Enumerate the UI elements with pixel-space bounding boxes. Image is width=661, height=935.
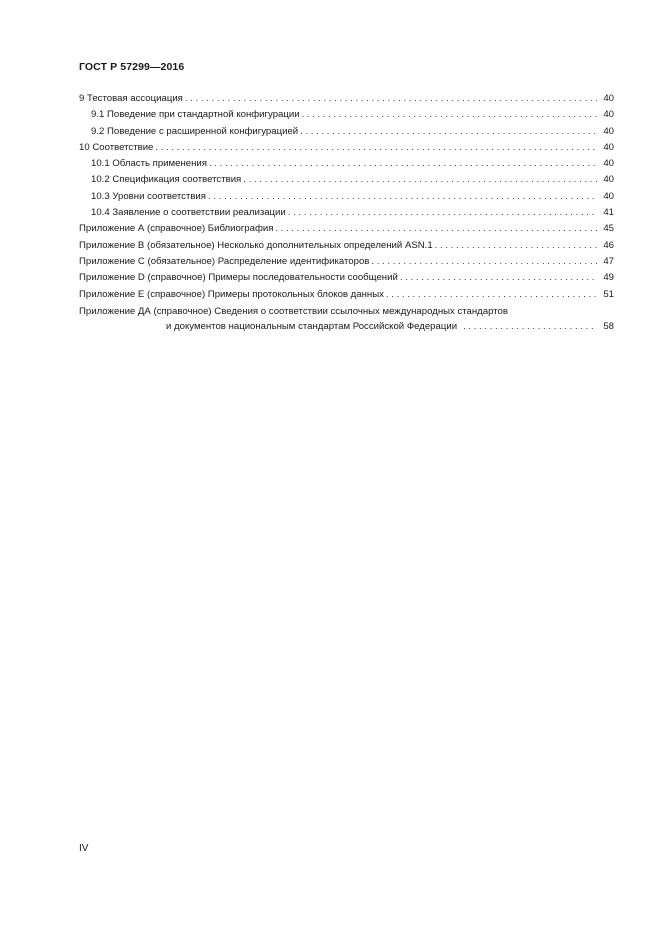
toc-entry-title: 9.1 Поведение при стандартной конфигурации	[91, 109, 300, 121]
toc-entry-appendix-da[interactable]	[79, 304, 614, 334]
toc-entry-title: 10.2 Спецификация соответствия	[91, 174, 242, 186]
toc-entry-page: 40	[603, 158, 614, 170]
toc-entry-title: 10.3 Уровни соответствия	[91, 190, 206, 202]
toc-entry-title: 10.1 Область применения	[91, 158, 207, 170]
toc-leader-dots	[463, 319, 597, 334]
toc-entry-page: 40	[603, 190, 614, 202]
toc-leader-dots	[300, 124, 597, 140]
toc-entry-title: 10 Соответствие	[79, 141, 154, 153]
toc-entry-title: Приложение А (справочное) Библиография	[79, 223, 274, 235]
toc-entry-appendix-b[interactable]	[79, 238, 614, 254]
toc-entry-page: 40	[603, 141, 614, 153]
toc-entry-page: 58	[603, 320, 614, 332]
document-header: ГОСТ Р 57299—2016	[79, 61, 185, 73]
toc-leader-dots	[155, 140, 597, 156]
toc-entry-appendix-e[interactable]	[79, 287, 614, 303]
toc-entry-10[interactable]	[79, 140, 614, 156]
toc-leader-dots	[209, 156, 597, 172]
toc-leader-dots	[302, 107, 597, 123]
toc-entry-appendix-a[interactable]	[79, 221, 614, 237]
toc-entry-9-2[interactable]	[79, 124, 614, 140]
toc-entry-title: 10.4 Заявление о соответствии реализации	[91, 207, 286, 219]
toc-entry-appendix-c[interactable]	[79, 254, 614, 270]
toc-leader-dots	[288, 205, 597, 221]
toc-entry-page: 40	[603, 109, 614, 121]
toc-leader-dots	[400, 270, 597, 286]
toc-entry-title-line1: Приложение ДА (справочное) Сведения о соответствии ссылочных международных стандартов	[79, 305, 508, 317]
table-of-contents	[79, 91, 614, 334]
toc-entry-10-3[interactable]	[79, 189, 614, 205]
toc-entry-title: 9.2 Поведение с расширенной конфигурацией	[91, 125, 299, 137]
toc-entry-9-1[interactable]	[79, 107, 614, 123]
toc-entry-page: 51	[603, 288, 614, 300]
toc-leader-dots	[243, 172, 597, 188]
toc-entry-title: Приложение Е (справочное) Примеры протокольных блоков данных	[79, 288, 384, 300]
toc-entry-page: 47	[603, 255, 614, 267]
toc-entry-page: 40	[603, 93, 614, 104]
toc-entry-10-1[interactable]	[79, 156, 614, 172]
toc-entry-title: 9 Тестовая ассоциация	[79, 93, 183, 104]
toc-leader-dots	[371, 254, 597, 270]
toc-entry-page: 46	[603, 239, 614, 251]
toc-entry-title-line2-row	[79, 319, 614, 334]
toc-entry-title: Приложение С (обязательное) Распределение идентификаторов	[79, 255, 370, 267]
toc-entry-9[interactable]	[79, 91, 614, 107]
toc-entry-page: 41	[603, 207, 614, 219]
toc-entry-10-4[interactable]	[79, 205, 614, 221]
toc-entry-10-2[interactable]	[79, 172, 614, 188]
toc-entry-page: 45	[603, 223, 614, 235]
toc-leader-dots	[435, 238, 597, 254]
toc-leader-dots	[275, 221, 597, 237]
toc-leader-dots	[185, 91, 597, 107]
toc-leader-dots	[386, 287, 597, 303]
toc-entry-title-line2: и документов национальным стандартам Российской Федерации	[166, 320, 458, 332]
toc-entry-title: Приложение В (обязательное) Несколько дополнительных определений ASN.1	[79, 239, 433, 251]
toc-entry-page: 40	[603, 125, 614, 137]
toc-entry-title: Приложение D (справочное) Примеры последовательности сообщений	[79, 272, 398, 284]
toc-entry-page: 49	[603, 272, 614, 284]
toc-entry-page: 40	[603, 174, 614, 186]
toc-leader-dots	[208, 189, 597, 205]
page-number: IV	[79, 843, 89, 854]
toc-entry-appendix-d[interactable]	[79, 270, 614, 286]
